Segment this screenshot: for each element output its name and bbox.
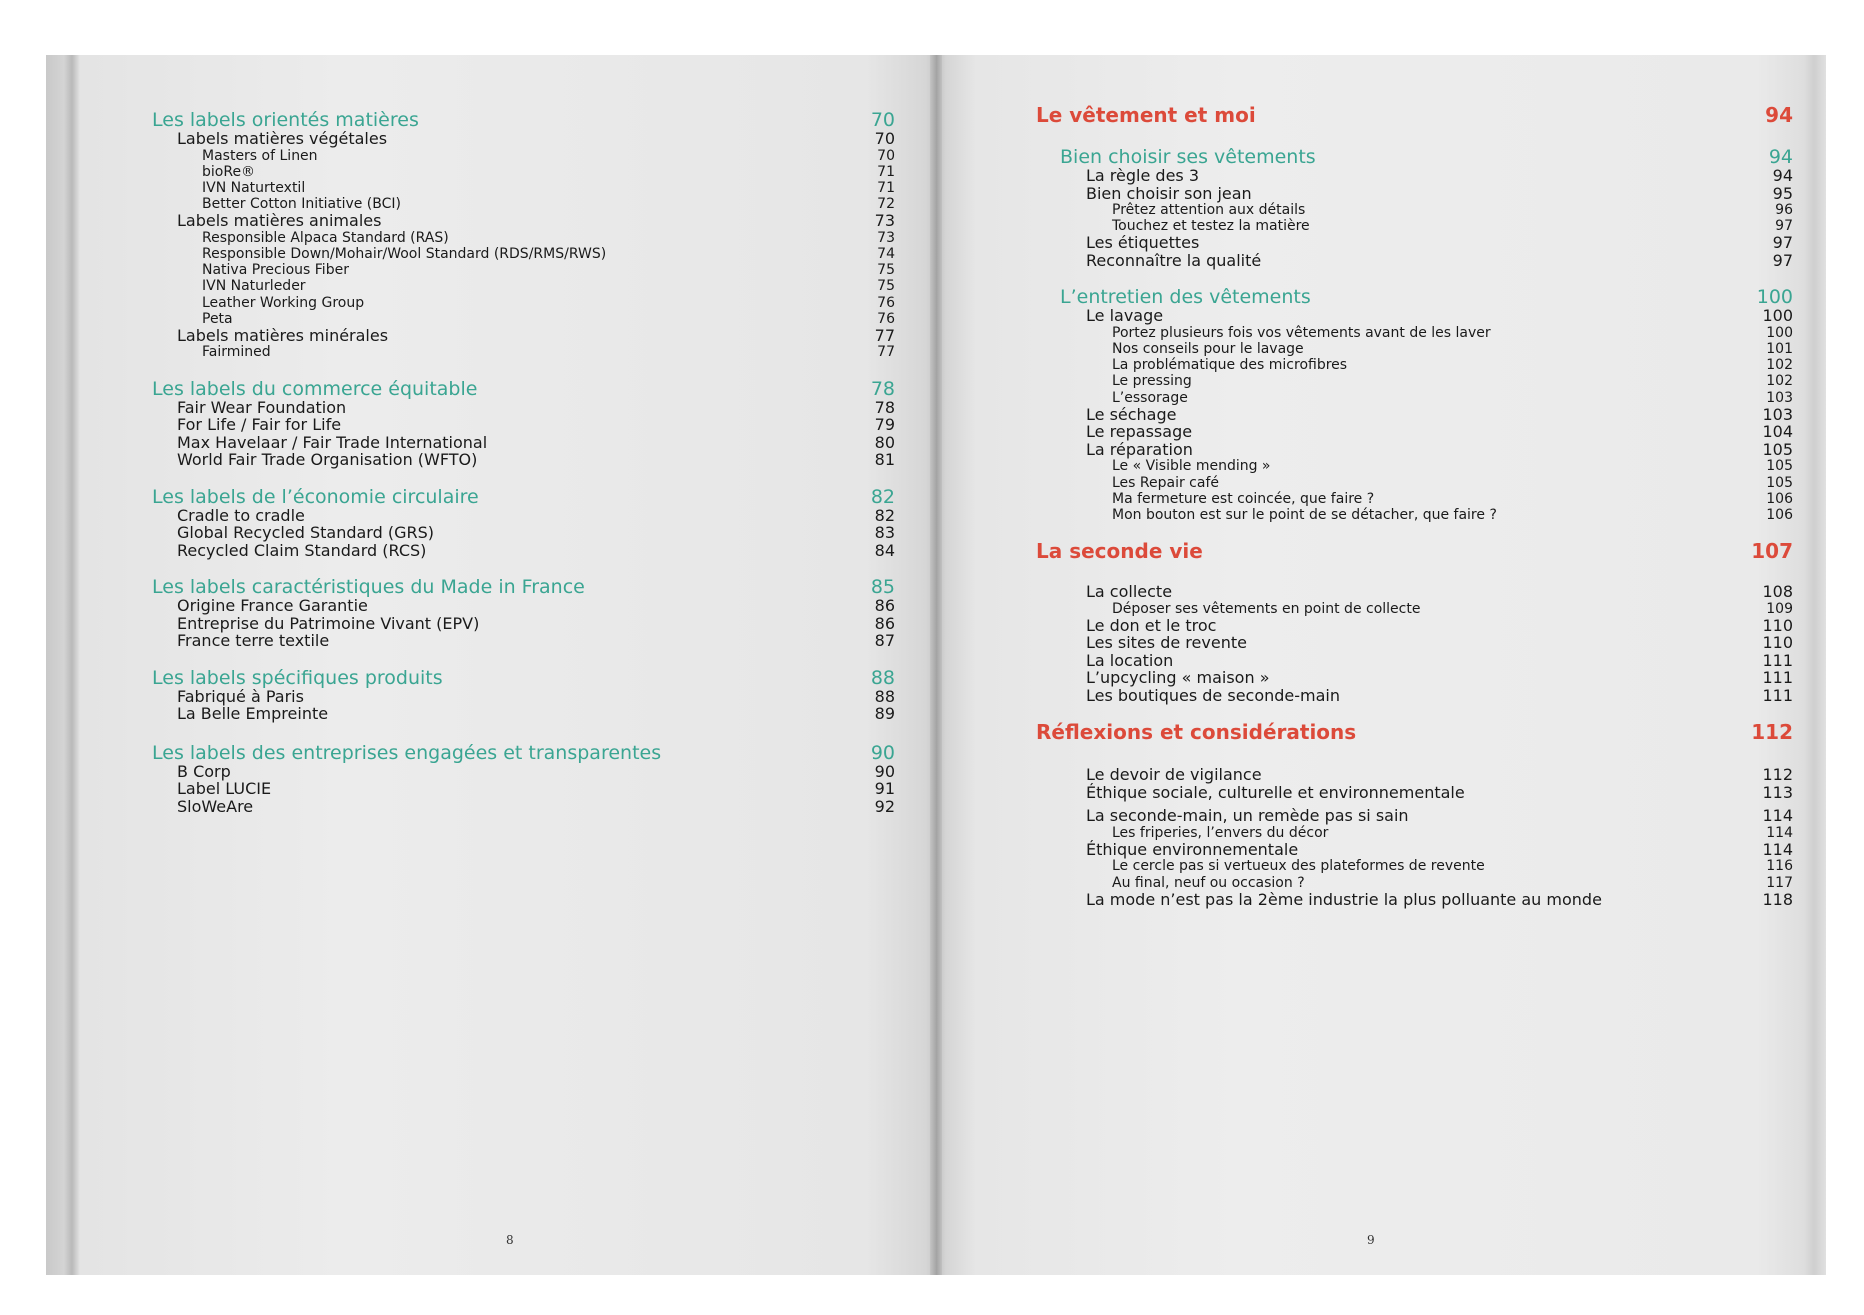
- toc-section-heading: [152, 668, 895, 688]
- toc-title: Entreprise du Patrimoine Vivant (EPV): [177, 613, 480, 633]
- toc-subentry: [152, 180, 895, 196]
- toc-entry: [152, 615, 895, 633]
- toc-section-heading: [152, 743, 895, 763]
- toc-section-heading: [152, 110, 895, 130]
- toc-page-number: 114: [1762, 806, 1793, 826]
- toc-page-number: 72: [877, 196, 895, 213]
- toc-title: Fair Wear Foundation: [177, 397, 347, 417]
- toc-title: Masters of Linen: [202, 147, 318, 164]
- toc-page-number: 101: [1766, 341, 1793, 358]
- toc-title: Max Havelaar / Fair Trade International: [177, 432, 488, 452]
- toc-section-heading: [1036, 287, 1793, 307]
- toc-page-number: 81: [874, 450, 895, 470]
- toc-subentry: [1036, 373, 1793, 389]
- toc-title: Le repassage: [1086, 422, 1193, 442]
- toc-subentry: [152, 311, 895, 327]
- toc-title: Mon bouton est sur le point de se détacher, que faire ?: [1112, 506, 1497, 523]
- toc-page-number: 95: [1772, 183, 1793, 203]
- toc-section-heading: [1036, 147, 1793, 167]
- toc-page-number: 107: [1751, 539, 1793, 564]
- toc-page-number: 79: [874, 415, 895, 435]
- toc-entry: [152, 632, 895, 650]
- toc-page-number: 116: [1766, 858, 1793, 875]
- toc-title: Les boutiques de seconde-main: [1086, 685, 1341, 705]
- toc-page-number: 102: [1766, 373, 1793, 390]
- toc-section-heading: [152, 577, 895, 597]
- toc-entry: [1036, 669, 1793, 687]
- toc-title: SloWeAre: [177, 796, 254, 816]
- toc-page-number: 86: [874, 596, 895, 616]
- toc-title: Ma fermeture est coincée, que faire ?: [1112, 490, 1375, 507]
- toc-page-number: 88: [874, 686, 895, 706]
- toc-list-left: [152, 110, 895, 815]
- toc-entry: [152, 780, 895, 798]
- toc-title: Les Repair café: [1112, 474, 1220, 491]
- toc-entry: [152, 451, 895, 469]
- toc-title: Fabriqué à Paris: [177, 686, 304, 706]
- toc-page-number: 97: [1772, 250, 1793, 270]
- toc-subentry: [1036, 202, 1793, 218]
- toc-page-number: 94: [1768, 146, 1793, 168]
- toc-page-number: 86: [874, 613, 895, 633]
- toc-entry: [1036, 841, 1793, 859]
- toc-title: La réparation: [1086, 439, 1193, 459]
- toc-page-number: 111: [1762, 685, 1793, 705]
- toc-entry: [1036, 441, 1793, 459]
- toc-subentry: [152, 164, 895, 180]
- page-number-left: 8: [506, 1233, 514, 1247]
- book-spine: [930, 55, 942, 1275]
- toc-page-number: 111: [1762, 668, 1793, 688]
- toc-page-number: 75: [877, 262, 895, 279]
- toc-page-number: 74: [877, 245, 895, 262]
- toc-title: Les labels des entreprises engagées et transparentes: [152, 741, 662, 764]
- toc-subentry: [152, 246, 895, 262]
- toc-subentry: [152, 148, 895, 164]
- toc-subentry: [1036, 858, 1793, 874]
- toc-page-number: 105: [1766, 458, 1793, 475]
- toc-page-number: 91: [874, 779, 895, 799]
- toc-entry: [152, 416, 895, 434]
- toc-page-number: 110: [1762, 633, 1793, 653]
- toc-page-number: 92: [874, 796, 895, 816]
- toc-subentry: [1036, 357, 1793, 373]
- toc-subentry: [1036, 475, 1793, 491]
- toc-title: Le séchage: [1086, 404, 1177, 424]
- toc-page-number: 118: [1762, 889, 1793, 909]
- toc-subentry: [1036, 491, 1793, 507]
- toc-title: Labels matières minérales: [177, 325, 389, 345]
- toc-page-number: 114: [1762, 839, 1793, 859]
- toc-page-number: 80: [874, 432, 895, 452]
- toc-subentry: [1036, 325, 1793, 341]
- toc-title: La Belle Empreinte: [177, 704, 329, 724]
- toc-entry: [152, 542, 895, 560]
- toc-page-number: 71: [877, 163, 895, 180]
- toc-title: World Fair Trade Organisation (WFTO): [177, 450, 478, 470]
- toc-title: Labels matières animales: [177, 211, 382, 231]
- toc-page-number: 76: [877, 294, 895, 311]
- toc-page-number: 89: [874, 704, 895, 724]
- toc-entry: [1036, 891, 1793, 909]
- toc-page-number: 73: [877, 229, 895, 246]
- toc-list-right: [1036, 105, 1793, 908]
- toc-page-number: 109: [1766, 600, 1793, 617]
- toc-page-number: 90: [874, 761, 895, 781]
- toc-entry: [1036, 252, 1793, 270]
- toc-title: Reconnaître la qualité: [1086, 250, 1262, 270]
- toc-title: La seconde vie: [1036, 539, 1203, 564]
- toc-entry: [152, 434, 895, 452]
- toc-title: Global Recycled Standard (GRS): [177, 523, 434, 543]
- toc-title: La location: [1086, 650, 1174, 670]
- toc-title: Les labels caractéristiques du Made in France: [152, 576, 585, 599]
- toc-title: B Corp: [177, 761, 231, 781]
- toc-page-number: 77: [877, 344, 895, 361]
- toc-title: La mode n’est pas la 2ème industrie la plus polluante au monde: [1086, 889, 1602, 909]
- toc-title: Nos conseils pour le lavage: [1112, 341, 1304, 358]
- toc-page-number: 76: [877, 310, 895, 327]
- toc-page-number: 96: [1775, 202, 1793, 218]
- toc-subentry: [1036, 341, 1793, 357]
- toc-subentry: [1036, 507, 1793, 523]
- toc-title: Le pressing: [1112, 373, 1192, 390]
- toc-title: France terre textile: [177, 631, 330, 651]
- toc-page-number: 83: [874, 523, 895, 543]
- toc-page-number: 112: [1762, 765, 1793, 785]
- toc-title: For Life / Fair for Life: [177, 415, 342, 435]
- toc-title: Les étiquettes: [1086, 233, 1200, 253]
- toc-title: Responsible Down/Mohair/Wool Standard (RDS/RMS/RWS): [202, 245, 607, 262]
- toc-entry: [1036, 807, 1793, 825]
- toc-page-number: 117: [1766, 874, 1793, 891]
- toc-title: Prêtez attention aux détails: [1112, 202, 1306, 218]
- toc-subentry: [152, 230, 895, 246]
- toc-page-number: 100: [1766, 324, 1793, 341]
- toc-page-number: 111: [1762, 650, 1793, 670]
- toc-title: Bien choisir ses vêtements: [1060, 146, 1316, 168]
- toc-chapter-heading: [1036, 105, 1793, 125]
- toc-title: Touchez et testez la matière: [1112, 218, 1310, 235]
- toc-subentry: [1036, 390, 1793, 406]
- toc-entry: [152, 507, 895, 525]
- toc-title: L’upcycling « maison »: [1086, 668, 1270, 688]
- toc-title: Les sites de revente: [1086, 633, 1247, 653]
- toc-entry: [1036, 167, 1793, 185]
- toc-entry: [1036, 634, 1793, 652]
- toc-page-number: 70: [874, 129, 895, 148]
- toc-title: bioRe®: [202, 163, 256, 180]
- toc-page-number: 102: [1766, 357, 1793, 374]
- left-page: [46, 55, 936, 1275]
- toc-page-number: 100: [1762, 306, 1793, 326]
- toc-subentry: [1036, 218, 1793, 234]
- toc-page-number: 82: [870, 485, 895, 508]
- toc-entry: [152, 130, 895, 148]
- toc-title: Éthique sociale, culturelle et environnementale: [1086, 782, 1465, 802]
- toc-page-number: 94: [1765, 103, 1793, 127]
- toc-subentry: [152, 344, 895, 360]
- toc-entry: [1036, 406, 1793, 424]
- toc-title: La seconde-main, un remède pas si sain: [1086, 806, 1409, 826]
- toc-title: Éthique environnementale: [1086, 839, 1299, 859]
- toc-title: L’essorage: [1112, 389, 1188, 406]
- toc-title: IVN Naturtextil: [202, 179, 306, 196]
- toc-page-number: 103: [1766, 389, 1793, 406]
- toc-title: Le don et le troc: [1086, 615, 1217, 635]
- toc-title: Bien choisir son jean: [1086, 183, 1252, 203]
- toc-entry: [1036, 307, 1793, 325]
- toc-title: Cradle to cradle: [177, 505, 305, 525]
- toc-title: La règle des 3: [1086, 166, 1200, 185]
- toc-page-number: 71: [877, 179, 895, 196]
- toc-title: Les labels orientés matières: [152, 109, 419, 131]
- toc-title: La collecte: [1086, 582, 1173, 602]
- toc-page-number: 104: [1762, 422, 1793, 442]
- toc-entry: [1036, 766, 1793, 784]
- toc-page-number: 113: [1762, 782, 1793, 802]
- toc-title: Les labels de l’économie circulaire: [152, 485, 479, 508]
- toc-page-number: 105: [1762, 439, 1793, 459]
- toc-subentry: [1036, 825, 1793, 841]
- toc-entry: [152, 705, 895, 723]
- toc-chapter-heading: [1036, 539, 1793, 564]
- toc-title: Leather Working Group: [202, 294, 365, 311]
- toc-page-number: 97: [1775, 218, 1793, 235]
- toc-title: Portez plusieurs fois vos vêtements avant de les laver: [1112, 324, 1491, 341]
- toc-page-number: 73: [874, 211, 895, 231]
- toc-title: Fairmined: [202, 344, 271, 361]
- toc-entry: [152, 763, 895, 781]
- toc-title: Nativa Precious Fiber: [202, 262, 349, 279]
- toc-page-number: 70: [870, 109, 895, 131]
- toc-subentry: [152, 278, 895, 294]
- toc-page-number: 90: [870, 741, 895, 764]
- toc-title: Le « Visible mending »: [1112, 458, 1271, 475]
- toc-title: Les labels du commerce équitable: [152, 377, 478, 400]
- toc-page-number: 87: [874, 631, 895, 651]
- toc-entry: [1036, 185, 1793, 203]
- toc-entry: [152, 327, 895, 345]
- toc-entry: [152, 399, 895, 417]
- toc-title: La problématique des microfibres: [1112, 357, 1348, 374]
- toc-page-number: 114: [1766, 824, 1793, 841]
- toc-page-number: 108: [1762, 582, 1793, 602]
- toc-entry: [1036, 652, 1793, 670]
- toc-title: Peta: [202, 310, 233, 327]
- toc-section-heading: [152, 487, 895, 507]
- toc-entry: [152, 212, 895, 230]
- toc-page-number: 106: [1766, 506, 1793, 523]
- toc-title: L’entretien des vêtements: [1060, 286, 1311, 309]
- toc-section-heading: [152, 379, 895, 399]
- toc-title: Recycled Claim Standard (RCS): [177, 540, 427, 560]
- toc-title: Origine France Garantie: [177, 596, 368, 616]
- toc-page-number: 105: [1766, 474, 1793, 491]
- toc-page-number: 94: [1772, 166, 1793, 185]
- toc-title: Le cercle pas si vertueux des plateformes de revente: [1112, 858, 1485, 875]
- toc-page-number: 82: [874, 505, 895, 525]
- toc-page-number: 85: [870, 576, 895, 599]
- toc-page-number: 97: [1772, 233, 1793, 253]
- toc-subentry: [152, 295, 895, 311]
- toc-title: Labels matières végétales: [177, 129, 388, 148]
- toc-title: Better Cotton Initiative (BCI): [202, 196, 401, 213]
- toc-page-number: 100: [1756, 286, 1793, 309]
- toc-title: Le lavage: [1086, 306, 1164, 326]
- toc-title: Responsible Alpaca Standard (RAS): [202, 229, 449, 246]
- toc-subentry: [1036, 601, 1793, 617]
- toc-page-number: 78: [874, 397, 895, 417]
- toc-entry: [152, 688, 895, 706]
- toc-page-number: 88: [870, 666, 895, 689]
- toc-subentry: [1036, 458, 1793, 474]
- toc-page-number: 70: [877, 147, 895, 164]
- toc-title: Le vêtement et moi: [1036, 103, 1256, 127]
- toc-page-number: 75: [877, 278, 895, 295]
- toc-entry: [152, 597, 895, 615]
- toc-title: IVN Naturleder: [202, 278, 306, 295]
- toc-subentry: [1036, 875, 1793, 891]
- toc-page-number: 112: [1751, 720, 1793, 745]
- toc-title: Label LUCIE: [177, 779, 272, 799]
- toc-page-number: 103: [1762, 404, 1793, 424]
- toc-page-number: 110: [1762, 615, 1793, 635]
- toc-title: Réflexions et considérations: [1036, 720, 1357, 745]
- toc-subentry: [152, 262, 895, 278]
- toc-title: Le devoir de vigilance: [1086, 765, 1262, 785]
- toc-page-number: 77: [874, 325, 895, 345]
- toc-entry: [1036, 617, 1793, 635]
- toc-entry: [1036, 423, 1793, 441]
- toc-chapter-heading: [1036, 720, 1793, 745]
- toc-subentry: [152, 196, 895, 212]
- toc-page-number: 78: [870, 377, 895, 400]
- toc-entry: [1036, 583, 1793, 601]
- toc-entry: [1036, 687, 1793, 705]
- toc-page-number: 84: [874, 540, 895, 560]
- open-booklet: [46, 55, 1826, 1275]
- toc-page-number: 106: [1766, 490, 1793, 507]
- toc-title: Les friperies, l’envers du décor: [1112, 824, 1329, 841]
- toc-title: Déposer ses vêtements en point de collecte: [1112, 600, 1421, 617]
- toc-entry: [152, 798, 895, 816]
- toc-entry: [152, 524, 895, 542]
- toc-entry: [1036, 234, 1793, 252]
- toc-title: Les labels spécifiques produits: [152, 666, 443, 689]
- page-number-right: 9: [1367, 1233, 1375, 1247]
- toc-title: Au final, neuf ou occasion ?: [1112, 874, 1305, 891]
- toc-entry: [1036, 784, 1793, 802]
- right-page: [936, 55, 1826, 1275]
